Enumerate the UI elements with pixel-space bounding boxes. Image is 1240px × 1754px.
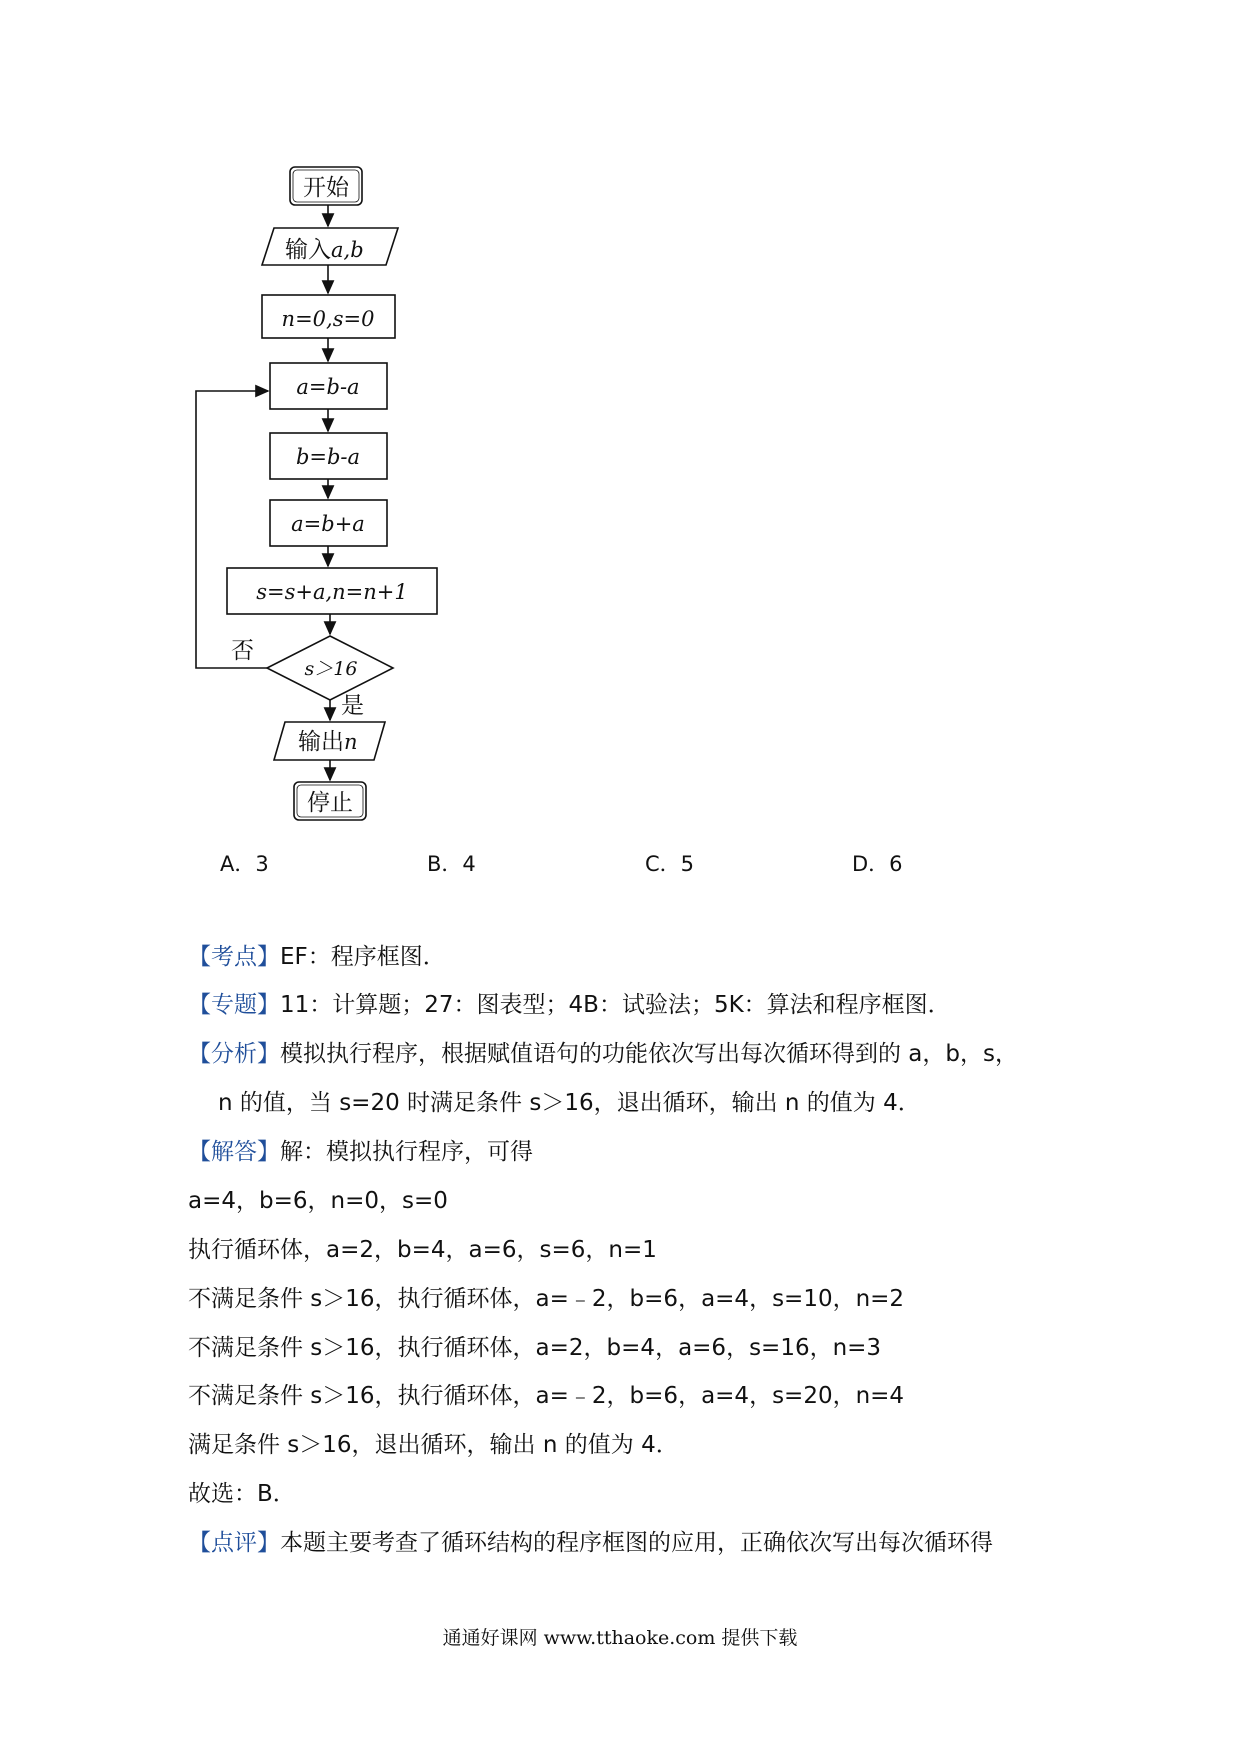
condition-label: s＞16 <box>304 658 358 680</box>
output-label: 输出n <box>298 729 358 755</box>
fenxi-line <box>188 1039 1018 1069</box>
jieda-label: 【解答】 <box>188 1139 280 1165</box>
kaodian-label: 【考点】 <box>188 944 280 970</box>
option-c: C．5 <box>645 852 695 876</box>
fenxi-line-2: n 的值，当 s=20 时满足条件 s＞16，退出循环，输出 n 的值为 4． <box>218 1090 921 1116</box>
option-b: B．4 <box>427 852 476 876</box>
jieda-text: 解：模拟执行程序，可得 <box>280 1139 533 1165</box>
dianping-line <box>188 1528 993 1558</box>
dianping-text: 本题主要考查了循环结构的程序框图的应用，正确依次写出每次循环得 <box>280 1530 993 1556</box>
yes-label: 是 <box>341 693 364 719</box>
page-footer: 通通好课网 www.tthaoke.com 提供下载 <box>442 1627 798 1649</box>
no-label: 否 <box>231 638 254 664</box>
step2-label: b=b-a <box>295 445 361 469</box>
kaodian-text: EF：程序框图． <box>280 944 446 970</box>
zhuanti-label: 【专题】 <box>188 992 280 1018</box>
solution-line: 不满足条件 s＞16，执行循环体，a=2，b=4，a=6，s=16，n=3 <box>188 1335 882 1361</box>
fenxi-text: 模拟执行程序，根据赋值语句的功能依次写出每次循环得到的 a，b，s， <box>280 1041 1018 1067</box>
option-d: D．6 <box>852 852 903 876</box>
solution-line: 不满足条件 s＞16，执行循环体，a=﹣2，b=6，a=4，s=10，n=2 <box>188 1286 905 1312</box>
solution-line: 执行循环体，a=2，b=4，a=6，s=6，n=1 <box>188 1237 657 1263</box>
solution-line: 不满足条件 s＞16，执行循环体，a=﹣2，b=6，a=4，s=20，n=4 <box>188 1383 905 1409</box>
step3-label: a=b+a <box>291 512 365 536</box>
option-a: A．3 <box>220 852 269 876</box>
answer-line: 故选：B． <box>188 1481 296 1507</box>
start-label: 开始 <box>303 175 349 201</box>
init-label: n=0,s=0 <box>281 307 375 331</box>
solution-line: a=4，b=6，n=0，s=0 <box>188 1188 448 1214</box>
loop-back-arrow <box>196 391 268 668</box>
step1-label: a=b-a <box>296 375 360 399</box>
jieda-line <box>188 1137 533 1167</box>
solution-line: 满足条件 s＞16，退出循环，输出 n 的值为 4． <box>188 1432 679 1458</box>
stop-label: 停止 <box>307 790 353 816</box>
flowchart <box>0 0 1240 840</box>
kaodian-line <box>188 942 446 972</box>
step4-label: s=s+a,n=n+1 <box>256 580 408 604</box>
fenxi-label: 【分析】 <box>188 1041 280 1067</box>
input-label: 输入a,b <box>285 237 364 263</box>
dianping-label: 【点评】 <box>188 1530 280 1556</box>
zhuanti-text: 11：计算题；27：图表型；4B：试验法；5K：算法和程序框图． <box>280 992 951 1018</box>
zhuanti-line <box>188 990 951 1020</box>
